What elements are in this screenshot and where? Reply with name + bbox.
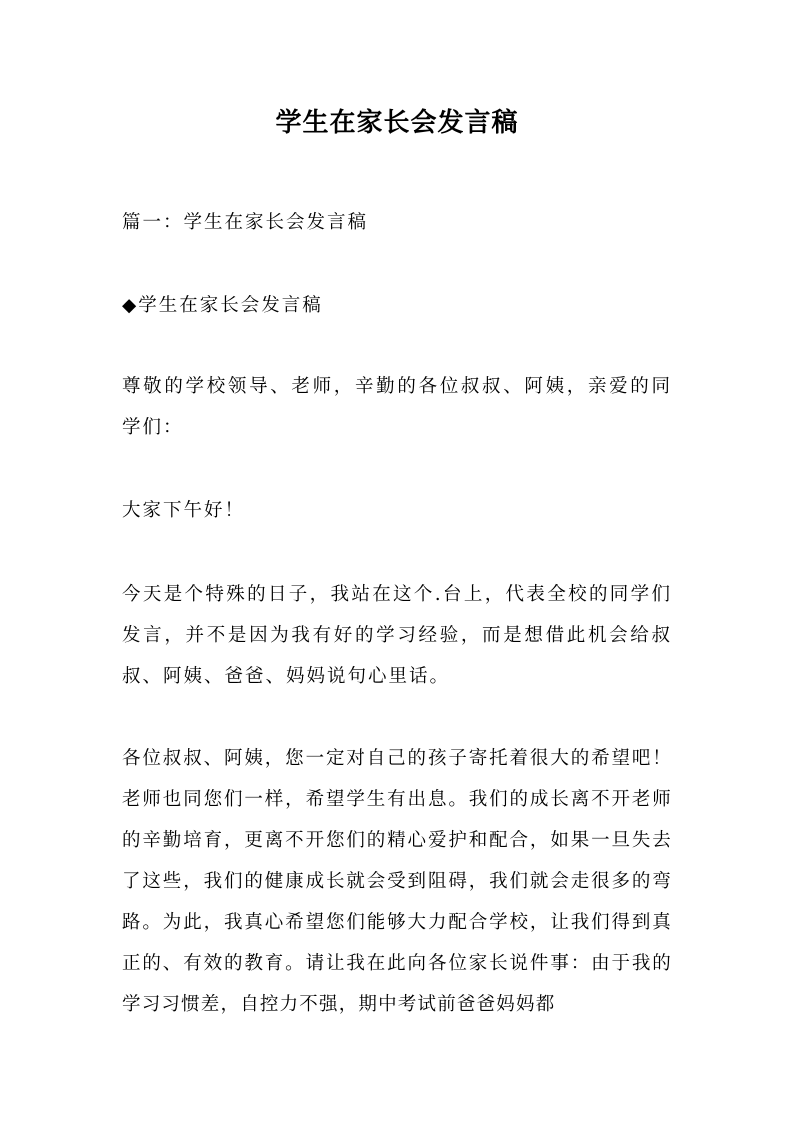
body-paragraph: 今天是个特殊的日子，我站在这个.台上，代表全校的同学们发言，并不是因为我有好的学习经验，而是想借此机会给叔叔、阿姨、爸爸、妈妈说句心里话。 <box>122 584 672 687</box>
sub-heading: ◆学生在家长会发言稿 <box>122 295 323 316</box>
greeting-paragraph: 大家下午好！ <box>122 500 246 521</box>
section-heading: 篇一：学生在家长会发言稿 <box>122 212 369 233</box>
body-paragraph: 各位叔叔、阿姨，您一定对自己的孩子寄托着很大的希望吧！老师也同您们一样，希望学生有出息。我们的成长离不开老师的辛勤培育，更离不开您们的精心爱护和配合，如果一旦失去了这些，我们的健康成长就会受到阻碍，我们就会走很多的弯路。为此，我真心希望您们能够大力配合学校，让我们得到真正的、有效的教育。请让我在此向各位家长说件事：由于我的学习习惯差，自控力不强，期中考试前爸爸妈妈都 <box>122 748 672 1015</box>
document-title: 学生在家长会发言稿 <box>275 108 519 138</box>
salutation-paragraph: 尊敬的学校领导、老师，辛勤的各位叔叔、阿姨，亲爱的同学们： <box>122 376 672 438</box>
